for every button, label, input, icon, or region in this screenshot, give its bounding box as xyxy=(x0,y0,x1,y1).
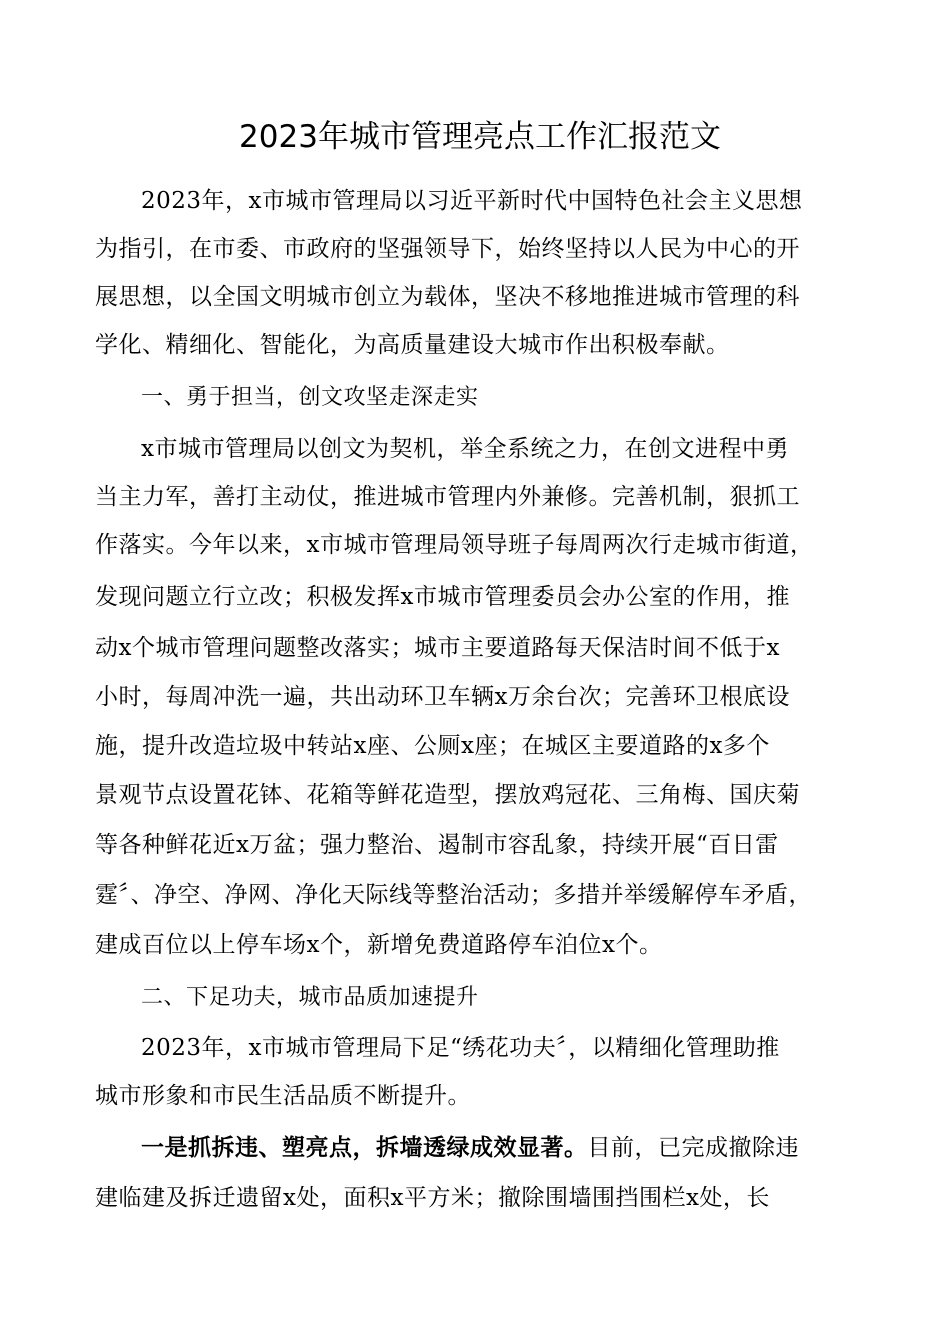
paragraph-line: 建成百位以上停车场x个，新增免费道路停车泊位x个。 xyxy=(95,932,663,958)
document-title: 2023年城市管理亮点工作汇报范文 xyxy=(239,119,721,155)
paragraph-line: 当主力军，善打主动仗，推进城市管理内外兼修。完善机制，狠抓工 xyxy=(95,484,800,510)
paragraph-line: 动x个城市管理问题整改落实；城市主要道路每天保洁时间不低于x xyxy=(95,635,780,661)
paragraph-line: 建临建及拆迁遗留x处，面积x平方米；撤除围墙围挡围栏x处，长 xyxy=(95,1185,770,1211)
item-1-bold-lead: 一是抓拆违、塑亮点，拆墙透绿成效显著。 xyxy=(141,1135,588,1161)
intro-line: 为指引，在市委、市政府的坚强领导下，始终坚持以人民为中心的开 xyxy=(95,236,800,262)
paragraph-line: 发现问题立行立改；积极发挥x市城市管理委员会办公室的作用，推 xyxy=(95,584,790,610)
paragraph-line: 霆〞、净空、净网、净化天际线等整治活动；多措并举缓解停车矛盾， xyxy=(95,882,812,908)
paragraph-line: x市城市管理局以创文为契机，举全系统之力，在创文进程中勇 xyxy=(141,436,789,462)
item-1-text: 目前，已完成撤除违 xyxy=(587,1135,799,1161)
section-2-heading: 二、下足功夫，城市品质加速提升 xyxy=(141,985,479,1010)
paragraph-line: 作落实。今年以来，x市城市管理局领导班子每周两次行走城市街道， xyxy=(95,532,814,558)
section-1-heading: 一、勇于担当，创文攻坚走深走实 xyxy=(141,385,479,410)
paragraph-line: 小时，每周冲洗一遍，共出动环卫车辆x万余台次；完善环卫根底设 xyxy=(95,684,790,710)
paragraph-line: 施，提升改造垃圾中转站x座、公厕x座；在城区主要道路的x多个 xyxy=(95,733,770,759)
intro-line: 2023年，x市城市管理局以习近平新时代中国特色社会主义思想 xyxy=(141,188,803,214)
intro-line: 学化、精细化、智能化，为高质量建设大城市作出积极奉献。 xyxy=(95,332,730,358)
paragraph-line: 等各种鲜花近x万盆；强力整治、遏制市容乱象，持续开展“百日雷 xyxy=(95,832,779,858)
paragraph-line: 景观节点设置花钵、花箱等鲜花造型，摆放鸡冠花、三角梅、国庆菊 xyxy=(95,782,800,808)
paragraph-line: 2023年，x市城市管理局下足“绣花功夫〞，以精细化管理助推 xyxy=(141,1035,780,1061)
item-1-line xyxy=(141,1130,871,1166)
paragraph-line: 城市形象和市民生活品质不断提升。 xyxy=(95,1083,471,1109)
intro-line: 展思想，以全国文明城市创立为载体，坚决不移地推进城市管理的科 xyxy=(95,284,800,310)
